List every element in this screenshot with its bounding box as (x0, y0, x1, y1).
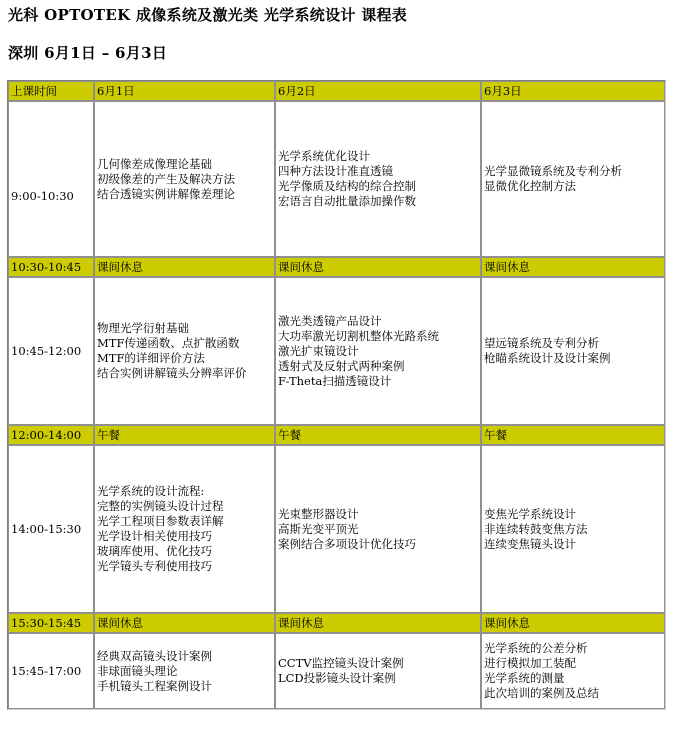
page-subtitle: 深圳 6月1日 – 6月3日 (8, 44, 168, 62)
topic-line: 手机镜头工程案例设计 (97, 678, 212, 693)
topic-line: F-Theta扫描透镜设计 (278, 373, 392, 388)
topic-line: 变焦光学系统设计 (484, 506, 576, 521)
topic-line: 进行模拟加工装配 (484, 656, 576, 670)
break-label-cell: 课间休息 (94, 257, 275, 277)
topic-cell (481, 445, 665, 613)
break-label-cell: 午餐 (481, 425, 665, 445)
session-row (8, 633, 665, 709)
day-header-cell: 6月1日 (94, 81, 275, 101)
topic-cell (481, 101, 665, 257)
break-label-cell: 午餐 (94, 425, 275, 445)
topic-line: 初级像差的产生及解决方法 (97, 171, 235, 186)
topic-line: MTF传递函数、点扩散函数 (97, 336, 240, 350)
break-label-cell: 课间休息 (275, 613, 481, 633)
topic-line: 激光类透镜产品设计 (278, 313, 382, 328)
break-label-cell: 午餐 (275, 425, 481, 445)
topic-line: 光学设计相关使用技巧 (97, 529, 212, 543)
topic-line: 光学像质及结构的综合控制 (278, 179, 416, 193)
break-row (8, 613, 665, 633)
topic-line: 激光扩束镜设计 (278, 343, 359, 358)
topic-line: 案例结合多项设计优化技巧 (278, 536, 416, 551)
session-row (8, 277, 665, 425)
topic-line: 物理光学衍射基础 (97, 321, 189, 335)
time-cell: 9:00-10:30 (8, 101, 94, 257)
day-header-cell: 6月2日 (275, 81, 481, 101)
break-time-cell: 15:30-15:45 (8, 613, 94, 633)
topic-line: 四种方法设计准直透镜 (278, 164, 393, 178)
time-cell: 15:45-17:00 (8, 633, 94, 709)
topic-line: 光束整形器设计 (278, 506, 359, 521)
topic-line: 非球面镜头理论 (97, 663, 178, 678)
topic-cell (94, 101, 275, 257)
topic-cell (275, 101, 481, 257)
topic-line: 枪瞄系统设计及设计案例 (484, 351, 611, 365)
topic-line: 光学镜头专利使用技巧 (97, 559, 212, 573)
break-row (8, 425, 665, 445)
day-header-cell: 6月3日 (481, 81, 665, 101)
topic-line: 玻璃库使用、优化技巧 (97, 544, 212, 558)
break-time-cell: 12:00-14:00 (8, 425, 94, 445)
break-time-cell: 10:30-10:45 (8, 257, 94, 277)
topic-line: 宏语言自动批量添加操作数 (278, 194, 416, 208)
topic-line: 大功率激光切割机整体光路系统 (278, 328, 439, 343)
topic-line: 显微优化控制方法 (484, 179, 576, 193)
topic-line: 几何像差成像理论基础 (97, 156, 212, 171)
break-label-cell: 课间休息 (481, 613, 665, 633)
break-label-cell: 课间休息 (94, 613, 275, 633)
session-row (8, 445, 665, 613)
time-cell: 14:00-15:30 (8, 445, 94, 613)
topic-cell (275, 445, 481, 613)
header-row (8, 81, 665, 101)
topic-cell (275, 277, 481, 425)
topic-line: 连续变焦镜头设计 (484, 536, 576, 551)
topic-cell (275, 633, 481, 709)
topic-line: 光学工程项目参数表详解 (97, 514, 224, 528)
topic-line: 光学系统的公差分析 (484, 641, 588, 655)
topic-line: 非连续转鼓变焦方法 (484, 521, 588, 536)
topic-line: CCTV监控镜头设计案例 (278, 656, 404, 670)
topic-line: 完整的实例镜头设计过程 (97, 499, 224, 513)
topic-line: 光学系统的设计流程: (97, 484, 205, 498)
topic-line: 望远镜系统及专利分析 (484, 336, 599, 350)
topic-line: 光学系统优化设计 (278, 149, 370, 163)
topic-line: 透射式及反射式两种案例 (278, 358, 405, 373)
topic-line: 经典双高镜头设计案例 (97, 648, 212, 663)
topic-line: 高斯光变平顶光 (278, 521, 359, 536)
break-row (8, 257, 665, 277)
topic-line: 光学系统的测量 (484, 671, 565, 685)
time-cell: 10:45-12:00 (8, 277, 94, 425)
topic-cell (94, 445, 275, 613)
topic-cell (94, 277, 275, 425)
session-row (8, 101, 665, 257)
schedule-table (7, 80, 666, 710)
topic-line: LCD投影镜头设计案例 (278, 671, 396, 685)
break-label-cell: 课间休息 (275, 257, 481, 277)
page-title: 光科 OPTOTEK 成像系统及激光类 光学系统设计 课程表 (8, 6, 408, 24)
topic-line: 光学显微镜系统及专利分析 (484, 164, 622, 178)
topic-line: MTF的详细评价方法 (97, 351, 205, 365)
topic-cell (94, 633, 275, 709)
break-label-cell: 课间休息 (481, 257, 665, 277)
topic-cell (481, 277, 665, 425)
topic-line: 结合实例讲解镜头分辨率评价 (97, 366, 247, 380)
time-header-cell: 上课时间 (8, 81, 94, 101)
topic-cell (481, 633, 665, 709)
topic-line: 结合透镜实例讲解像差理论 (97, 186, 235, 201)
topic-line: 此次培训的案例及总结 (484, 686, 599, 700)
